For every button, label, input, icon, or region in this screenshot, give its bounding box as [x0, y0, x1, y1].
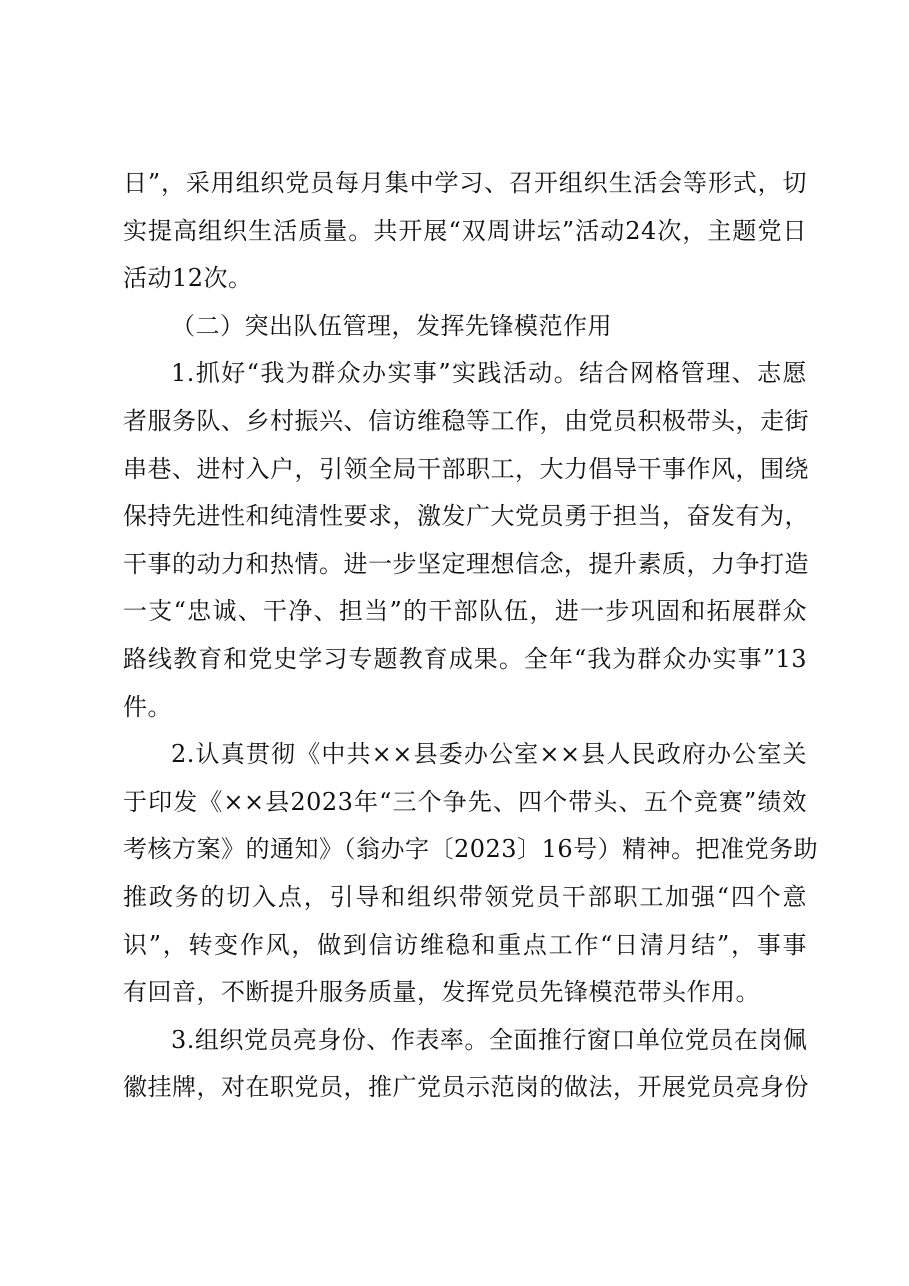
text-line: 于印发《××县2023年“三个争先、四个带头、五个竞赛”绩效 — [123, 787, 807, 816]
text-line: 3.组织党员亮身份、作表率。全面推行窗口单位党员在岗佩 — [171, 1025, 808, 1054]
text-line: 考核方案》的通知》（翁办字〔2023〕16号）精神。把准党务助 — [123, 835, 819, 864]
text-line: 1.抓好“我为群众办实事”实践活动。结合网格管理、志愿 — [171, 359, 807, 388]
text-line: 串巷、进村入户，引领全局干部职工，大力倡导干事作风，围绕 — [123, 454, 809, 483]
heading-line: （二）突出队伍管理，发挥先锋模范作用 — [171, 311, 612, 340]
text-line: 干事的动力和热情。进一步坚定理想信念，提升素质，力争打造 — [123, 549, 809, 578]
text-line: 日”，采用组织党员每月集中学习、召开组织生活会等形式，切 — [123, 169, 807, 197]
text-line: 识”，转变作风，做到信访维稳和重点工作“日清月结”，事事 — [123, 930, 807, 959]
text-line: 2.认真贯彻《中共××县委办公室××县人民政府办公室关 — [171, 740, 807, 769]
text-line: 实提高组织生活质量。共开展“双周讲坛”活动24次，主题党日 — [123, 216, 807, 245]
text-line: 有回音，不断提升服务质量，发挥党员先锋模范带头作用。 — [123, 978, 760, 1007]
text-line: 件。 — [123, 692, 172, 721]
text-line: 路线教育和党史学习专题教育成果。全年“我为群众办实事”13 — [123, 644, 807, 673]
document-body — [123, 160, 819, 1112]
paragraph-item-1 — [123, 350, 807, 731]
section-heading — [123, 303, 807, 351]
text-line: 一支“忠诚、干净、担当”的干部队伍，进一步巩固和拓展群众 — [123, 597, 807, 626]
text-line: 徽挂牌，对在职党员，推广党员示范岗的做法，开展党员亮身份 — [123, 1073, 809, 1102]
paragraph-item-2 — [123, 731, 819, 1017]
paragraph-continuation — [123, 160, 807, 303]
text-line: 推政务的切入点，引导和组织带领党员干部职工加强“四个意 — [123, 882, 807, 911]
paragraph-item-3 — [123, 1017, 807, 1112]
text-line: 活动12次。 — [123, 264, 253, 293]
text-line: 者服务队、乡村振兴、信访维稳等工作，由党员积极带头，走街 — [123, 406, 809, 435]
text-line: 保持先进性和纯清性要求，激发广大党员勇于担当，奋发有为， — [123, 502, 809, 531]
